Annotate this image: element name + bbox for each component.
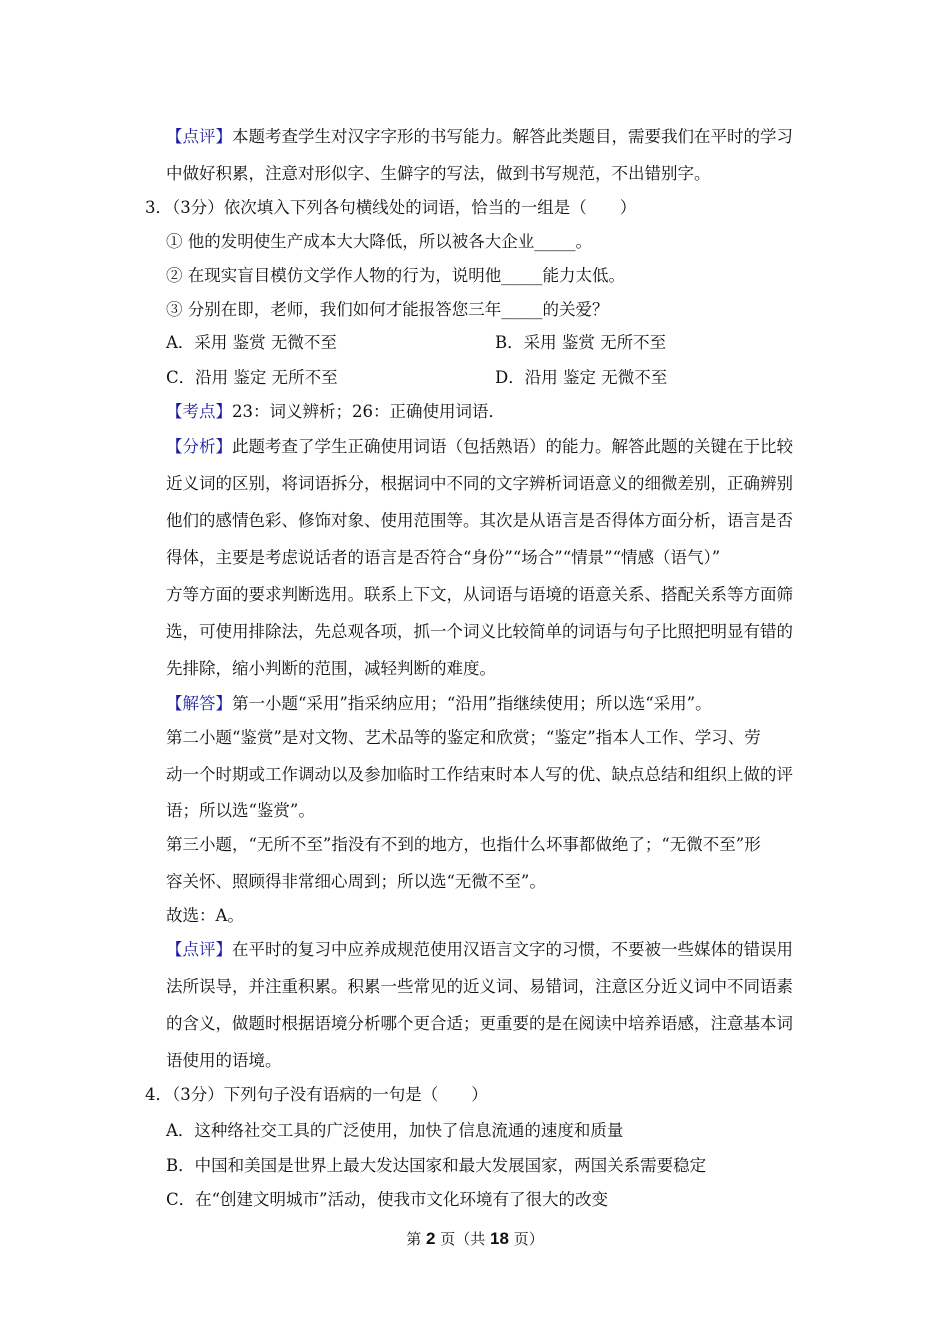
sentence-1: ① 他的发明使生产成本大大降低，所以被各大企业_____。 [166, 232, 592, 251]
option-b: B．中国和美国是世界上最大发达国家和最大发展国家，两国关系需要稳定 [166, 1156, 707, 1175]
answer-line: 容关怀、照顾得非常细心周到；所以选“无微不至”。 [166, 872, 546, 891]
comment-line: 法所误导，并注重积累。积累一些常见的近义词、易错词，注意区分近义词中不同语素 [166, 977, 793, 996]
comment-tag: 【点评】 [166, 940, 232, 959]
question-4-stem: 4．（3分）下列句子没有语病的一句是（ ） [145, 1085, 488, 1104]
question-3-stem: 3．（3分）依次填入下列各句横线处的词语，恰当的一组是（ ） [145, 198, 637, 217]
page-total: 18 [490, 1229, 509, 1248]
option-b: B．采用 鉴赏 无所不至 [495, 333, 667, 352]
option-c: C．沿用 鉴定 无所不至 [166, 368, 338, 387]
option-c: C．在“创建文明城市”活动，使我市文化环境有了很大的改变 [166, 1190, 608, 1209]
answer-line: 语；所以选“鉴赏”。 [166, 801, 315, 820]
comment-line: 语使用的语境。 [166, 1051, 282, 1070]
answer-line: 第二小题“鉴赏”是对文物、艺术品等的鉴定和欣赏；“鉴定”指本人工作、学习、劳 [166, 728, 761, 747]
comment-line: 的含义，做题时根据语境分析哪个更合适；更重要的是在阅读中培养语感，注意基本词 [166, 1014, 793, 1033]
analysis-line: 方等方面的要求判断选用。联系上下文，从词语与语境的语意关系、搭配关系等方面筛 [166, 585, 793, 604]
option-a: A．采用 鉴赏 无微不至 [166, 333, 337, 352]
analysis-line: 先排除，缩小判断的范围，减轻判断的难度。 [166, 659, 496, 678]
comment-tag: 【点评】 [166, 127, 232, 146]
answer-line: 动一个时期或工作调动以及参加临时工作结束时本人写的优、缺点总结和组织上做的评 [166, 765, 793, 784]
analysis-line: 他们的感情色彩、修饰对象、使用范围等。其次是从语言是否得体方面分析，语言是否 [166, 511, 793, 530]
analysis-line: 选，可使用排除法，先总观各项，抓一个词义比较简单的词语与句子比照把明显有错的 [166, 622, 793, 641]
comment-line: 【点评】在平时的复习中应养成规范使用汉语言文字的习惯，不要被一些媒体的错误用 [166, 940, 793, 959]
page-footer: 第 2 页（共 18 页） [406, 1229, 544, 1248]
option-d: D．沿用 鉴定 无微不至 [495, 368, 668, 387]
page-number: 2 [426, 1229, 436, 1248]
sentence-3: ③ 分别在即，老师，我们如何才能报答您三年_____的关爱？ [166, 300, 609, 319]
comment-line: 中做好积累，注意对形似字、生僻字的写法，做到书写规范，不出错别字。 [166, 164, 711, 183]
answer-line: 第三小题，“无所不至”指没有不到的地方，也指什么坏事都做绝了；“无微不至”形 [166, 835, 761, 854]
option-a: A．这种络社交工具的广泛使用，加快了信息流通的速度和质量 [166, 1121, 624, 1140]
comment-line: 【点评】本题考查学生对汉字字形的书写能力。解答此类题目，需要我们在平时的学习 [166, 127, 793, 146]
sentence-2: ② 在现实盲目模仿文学作人物的行为，说明他_____能力太低。 [166, 266, 625, 285]
answer-line: 【解答】第一小题“采用”指采纳应用；“沿用”指继续使用；所以选“采用”。 [166, 694, 712, 713]
analysis-line: 近义词的区别，将词语拆分，根据词中不同的文字辨析词语意义的细微差别，正确辨别 [166, 474, 793, 493]
answer-line: 故选：A。 [166, 906, 244, 925]
analysis-line: 得体，主要是考虑说话者的语言是否符合“身份”“场合”“情景”“情感（语气）” [166, 548, 721, 567]
analysis-line: 【分析】此题考查了学生正确使用词语（包括熟语）的能力。解答此题的关键在于比较 [166, 437, 793, 456]
analysis-tag: 【分析】 [166, 437, 232, 456]
kaodian-tag: 【考点】 [166, 402, 232, 421]
answer-tag: 【解答】 [166, 694, 232, 713]
kaodian-line: 【考点】23：词义辨析；26：正确使用词语． [166, 402, 505, 421]
